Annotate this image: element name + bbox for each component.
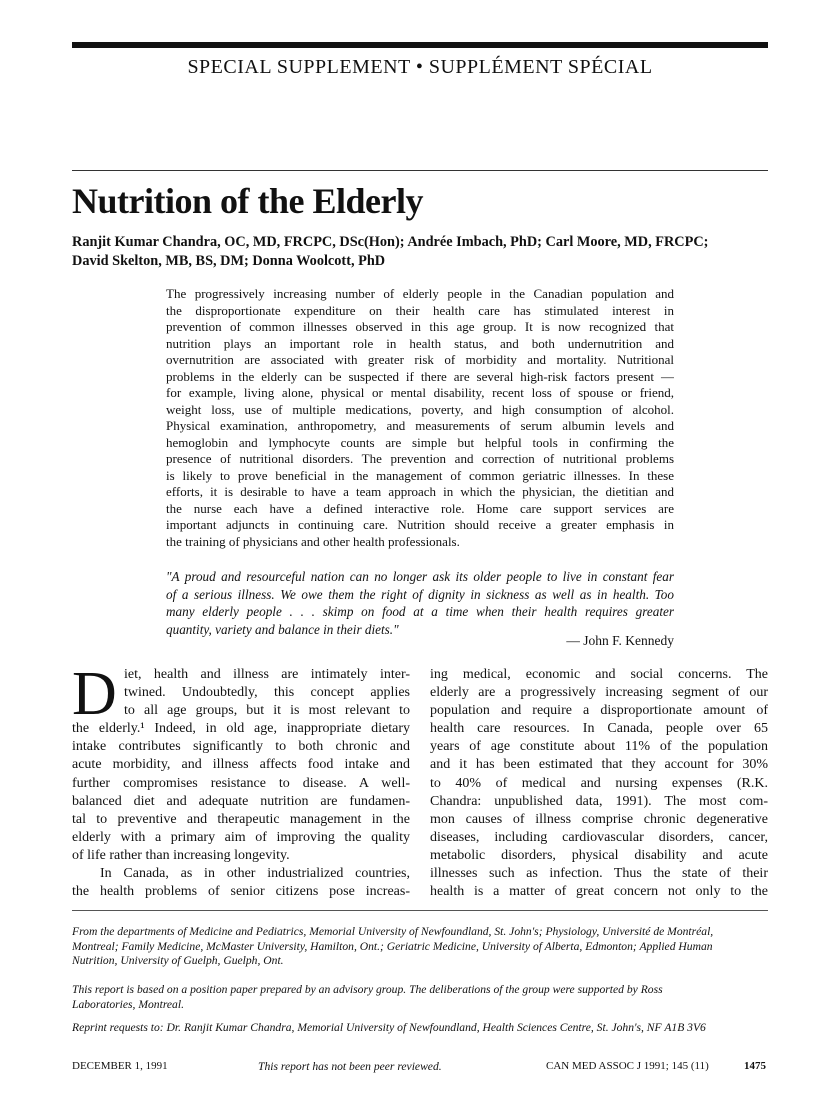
abstract-line: is likely to prove beneficial in the management of common geriatric illnesses. In these	[166, 467, 674, 483]
body-line: years of age constitute about 11% of the population	[430, 739, 768, 755]
abstract-line: the training of physicians and other health professionals.	[166, 533, 460, 549]
body-line: balanced diet and adequate nutrition are fundamen-	[72, 793, 410, 809]
abstract-line: prevention of common illnesses observed in this age group. It is now recognized that	[166, 319, 674, 334]
title-rule	[72, 170, 768, 171]
body-line: the health problems of senior citizens pose increas-	[72, 884, 410, 900]
affiliations-footnote	[72, 925, 768, 969]
abstract	[166, 286, 674, 550]
abstract-line: for example, living alone, physical or mental disability, recent loss of spouse or friend,	[166, 385, 674, 400]
article-title: Nutrition of the Elderly	[72, 181, 423, 221]
footnote-line: Reprint requests to: Dr. Ranjit Kumar Chandra, Memorial University of Newfoundland, Health Sciences Centre, St. John's, NF A1B 3V6	[72, 1021, 706, 1034]
body-line: to all age groups, but it is most relevant to	[124, 703, 410, 719]
body-line: mon causes of illness comprise chronic degenerative	[430, 811, 768, 827]
author-line: David Skelton, MB, BS, DM; Donna Woolcott, PhD	[72, 253, 386, 269]
footnote-line: Laboratories, Montreal.	[72, 997, 184, 1011]
body-line: elderly with a primary aim of improving the quality	[72, 829, 410, 845]
abstract-line: problems in the elderly can be suspected if there are several high-risk factors present —	[166, 368, 674, 384]
quote-line: of a serious illness. We owe them the right of dignity in sickness as well as in health. Too	[166, 586, 674, 602]
body-line: and it has been estimated that they account for 30%	[430, 757, 768, 773]
footnote-line: Nutrition, University of Guelph, Guelph, Ont.	[72, 954, 284, 967]
abstract-line: weight loss, use of multiple medications, poverty, and high consumption of alcohol.	[166, 401, 674, 417]
quote-attribution: — John F. Kennedy	[566, 633, 674, 648]
abstract-line: Physical examination, anthropometry, and measurements of serum albumin levels and	[166, 418, 674, 433]
body-line: elderly are a progressively increasing segment of our	[430, 685, 768, 701]
body-line: In Canada, as in other industrialized countries,	[100, 866, 410, 882]
body-column-left	[72, 660, 410, 901]
support-footnote	[72, 983, 768, 1012]
epigraph-quote	[166, 568, 674, 638]
page-footer	[72, 1060, 768, 1076]
supplement-header: SPECIAL SUPPLEMENT • SUPPLÉMENT SPÉCIAL	[187, 56, 653, 78]
author-line: Ranjit Kumar Chandra, OC, MD, FRCPC, DSc(Hon); Andrée Imbach, PhD; Carl Moore, MD, FRCPC;	[72, 234, 709, 250]
body-line: ing medical, economic and social concerns. The	[430, 667, 768, 682]
abstract-line: efforts, it is desirable to have a team approach in which the physician, the dietitian and	[166, 484, 674, 499]
abstract-line: important adjuncts in continuing care. Nutrition should receive a greater emphasis in	[166, 517, 674, 532]
abstract-line: the nurse each have a defined interactive role. Home care support services are	[166, 500, 674, 516]
quote-line: "A proud and resourceful nation can no longer ask its older people to live in constant fear	[166, 569, 674, 584]
journal-citation: CAN MED ASSOC J 1991; 145 (11)	[546, 1060, 709, 1072]
abstract-line: nutrition plays an important role in health status, and both undernutrition and	[166, 335, 674, 351]
body-line: iet, health and illness are intimately inter-	[124, 667, 410, 682]
body-line: Chandra: unpublished data, 1991). The most com-	[430, 793, 768, 809]
body-line: diseases, including cardiovascular disorders, cancer,	[430, 829, 768, 845]
review-note: This report has not been peer reviewed.	[258, 1060, 442, 1073]
body-line: the elderly.¹ Indeed, in old age, inappropriate dietary	[72, 721, 410, 737]
body-line: acute morbidity, and illness affects food intake and	[72, 757, 410, 773]
footnote-line: Montreal; Family Medicine, McMaster University, Hamilton, Ont.; Geriatric Medicine, University of Alberta, Edmonton; Applied Human	[72, 939, 713, 953]
abstract-line: hemoglobin and lymphocyte counts are simple but helpful tools in confirming the	[166, 434, 674, 450]
page-number: 1475	[744, 1060, 766, 1072]
author-list	[72, 233, 772, 271]
abstract-line: overnutrition are associated with greater risk of morbidity and mortality. Nutritional	[166, 352, 674, 367]
issue-date: DECEMBER 1, 1991	[72, 1060, 168, 1072]
footnote-rule	[72, 910, 768, 911]
quote-line: many elderly people . . . skimp on food at a time when their health requires greater	[166, 604, 674, 619]
abstract-line: The progressively increasing number of elderly people in the Canadian population and	[166, 286, 674, 301]
body-line: further compromises resistance to disease. A well-	[72, 775, 410, 791]
body-line: health care resources. In Canada, people over 65	[430, 721, 768, 737]
quote-line: quantity, variety and balance in their diets."	[166, 621, 399, 637]
body-line: population and require a disproportionate amount of	[430, 703, 768, 719]
footnote-line: From the departments of Medicine and Pediatrics, Memorial University of Newfoundland, St. John's; Physiology, Université de Montréal,	[72, 925, 714, 938]
body-line: of life rather than increasing longevity.	[72, 847, 290, 863]
abstract-line: presence of nutritional disorders. The prevention and correction of nutritional problems	[166, 451, 674, 466]
footnote-line: This report is based on a position paper prepared by an advisory group. The deliberations of the group were supported by Ross	[72, 983, 663, 996]
body-line: tal to preventive and therapeutic management in the	[72, 811, 410, 827]
body-line: metabolic disorders, physical disability and acute	[430, 847, 768, 863]
top-rule	[72, 42, 768, 48]
drop-cap: D	[72, 660, 117, 728]
body-column-right	[430, 666, 768, 901]
abstract-line: the disproportionate expenditure on their health care has stimulated interest in	[166, 302, 674, 318]
reprint-footnote	[72, 1021, 768, 1036]
body-line: to 40% of medical and nursing expenses (R.K.	[430, 775, 768, 791]
body-line: twined. Undoubtedly, this concept applies	[124, 685, 410, 701]
body-line: illnesses such as infection. Thus the state of their	[430, 866, 768, 882]
body-line: health is a matter of great concern not only to the	[430, 884, 768, 900]
body-line: intake contributes significantly to both chronic and	[72, 739, 410, 755]
